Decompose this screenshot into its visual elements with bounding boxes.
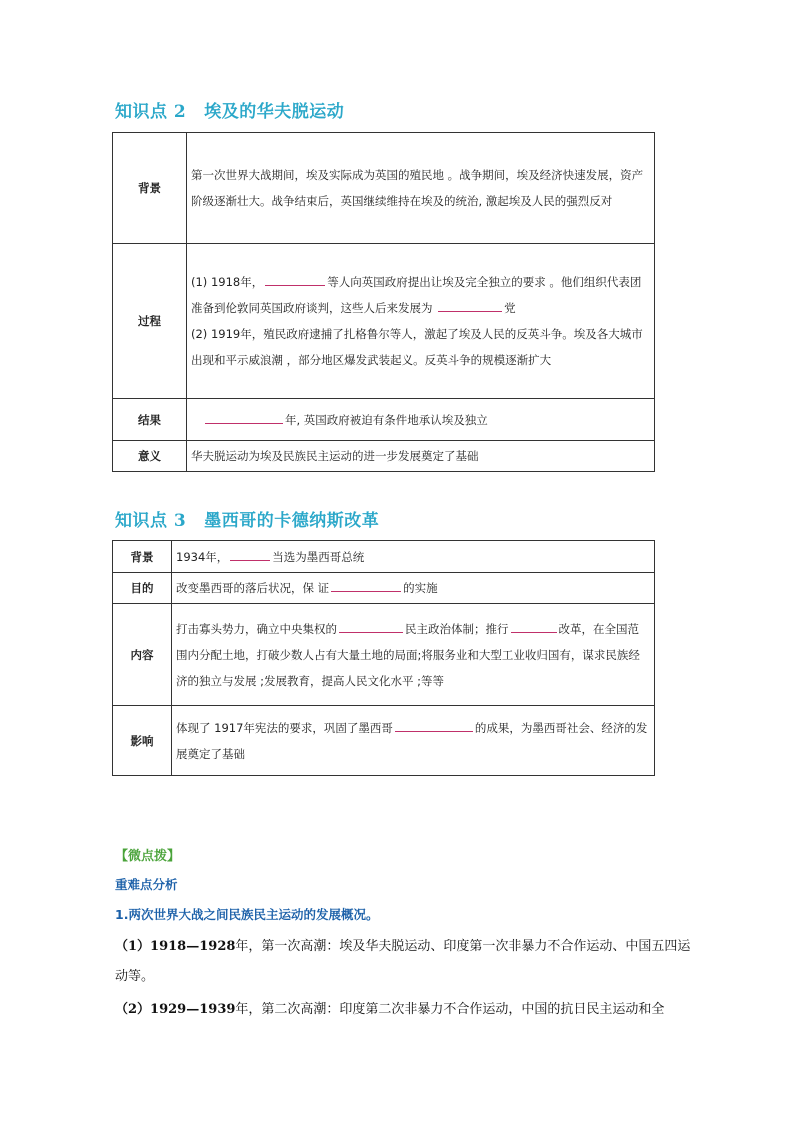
table-row xyxy=(113,573,655,604)
process-text: 等人向英国政府提出让埃及完全独立的要求 。他们组织代表团准备到伦敦同英国政府谈判，这些人后来发展为 xyxy=(191,275,642,315)
kp2-heading xyxy=(115,97,344,122)
row-label: 背景 xyxy=(113,133,187,244)
content-text: 民主政治体制；推行 xyxy=(405,621,509,636)
kp2-table xyxy=(112,132,655,472)
fill-blank xyxy=(438,297,502,312)
row-content xyxy=(187,441,655,472)
content-text: 打击寡头势力，确立中央集权的 xyxy=(176,621,337,636)
kp3-number: 知识点 3 xyxy=(115,511,187,531)
row-label: 目的 xyxy=(113,573,172,604)
table-row xyxy=(113,441,655,472)
paragraph-1-text: 年，第一次高潮：埃及华夫脱运动、印度第一次非暴力不合作运动、中国五四运动等。 xyxy=(115,939,691,984)
period-2: （2）1929—1939 xyxy=(115,1002,236,1017)
aim-text: 的实施 xyxy=(403,581,438,595)
row-label: 背景 xyxy=(113,541,172,573)
aim-text: 改变墨西哥的落后状况，保 证 xyxy=(176,581,330,595)
fill-blank xyxy=(205,409,283,424)
table-row xyxy=(113,244,655,399)
process-text: (2) 1919年，殖民政府逮捕了扎格鲁尔等人，激起了埃及人民的反英斗争。埃及各大城市出现和平示威浪潮 ，部分地区爆发武装起义。反英斗争的规模逐渐扩大 xyxy=(191,327,643,367)
paragraph-2-text: 年，第二次高潮：印度第二次非暴力不合作运动，中国的抗日民主运动和全 xyxy=(235,1002,665,1017)
fill-blank xyxy=(265,271,325,286)
fill-blank xyxy=(339,618,403,633)
background-text: 1934年， xyxy=(176,549,229,564)
content-text: 改革，在全国范围内分配土地，打破少数人占有大量土地的局面;将服务业和大型工业收归国有，谋求民族经济的独立与发展 ;发展教育，提高人民文化水平 ;等等 xyxy=(176,621,640,688)
kp3-table xyxy=(112,540,655,776)
kp3-title: 墨西哥的卡德纳斯改革 xyxy=(204,511,380,531)
impact-text: 体现了 1917年宪法的要求，巩固了墨西哥 xyxy=(176,720,393,735)
process-text: (1) 1918年， xyxy=(191,275,264,289)
paragraph-1 xyxy=(115,932,695,992)
row-content xyxy=(172,573,655,604)
row-label: 内容 xyxy=(113,604,172,706)
row-content xyxy=(172,541,655,573)
fill-blank xyxy=(230,546,270,561)
process-text: 党 xyxy=(504,301,516,315)
kp3-heading xyxy=(115,506,379,531)
row-label: 影响 xyxy=(113,706,172,776)
tips-heading: 【微点拨】 xyxy=(115,849,181,864)
fill-blank xyxy=(331,577,401,592)
table-row xyxy=(113,399,655,441)
analysis-heading: 重难点分析 xyxy=(115,877,178,892)
row-content xyxy=(172,706,655,776)
row-content xyxy=(187,133,655,244)
row-content xyxy=(187,399,655,441)
row-label: 结果 xyxy=(113,399,187,441)
background-text: 当选为墨西哥总统 xyxy=(272,549,365,564)
table-row xyxy=(113,541,655,573)
impact-text: 的成果，为墨西哥社会、经济的发展奠定了基础 xyxy=(176,720,648,761)
kp2-title: 埃及的华夫脱运动 xyxy=(204,102,345,122)
point-heading: 1.两次世界大战之间民族民主运动的发展概况。 xyxy=(115,907,379,922)
kp2-number: 知识点 2 xyxy=(115,102,187,122)
row-content xyxy=(172,604,655,706)
period-1: （1）1918—1928 xyxy=(115,939,236,954)
table-row xyxy=(113,604,655,706)
row-label: 意义 xyxy=(113,441,187,472)
paragraph-2 xyxy=(115,995,695,1025)
table-row xyxy=(113,133,655,244)
table-row xyxy=(113,706,655,776)
result-text: 年, 英国政府被迫有条件地承认埃及独立 xyxy=(285,412,488,427)
fill-blank xyxy=(395,717,473,732)
row-label: 过程 xyxy=(113,244,187,399)
background-text: 第一次世界大战期间，埃及实际成为英国的殖民地 。战争期间，埃及经济快速发展，资产阶级逐渐壮大。战争结束后，英国继续维持在埃及的统治, 激起埃及人民的强烈反对 xyxy=(191,168,644,208)
significance-text: 华夫脱运动为埃及民族民主运动的进一步发展奠定了基础 xyxy=(191,449,479,463)
fill-blank xyxy=(511,618,557,633)
row-content xyxy=(187,244,655,399)
